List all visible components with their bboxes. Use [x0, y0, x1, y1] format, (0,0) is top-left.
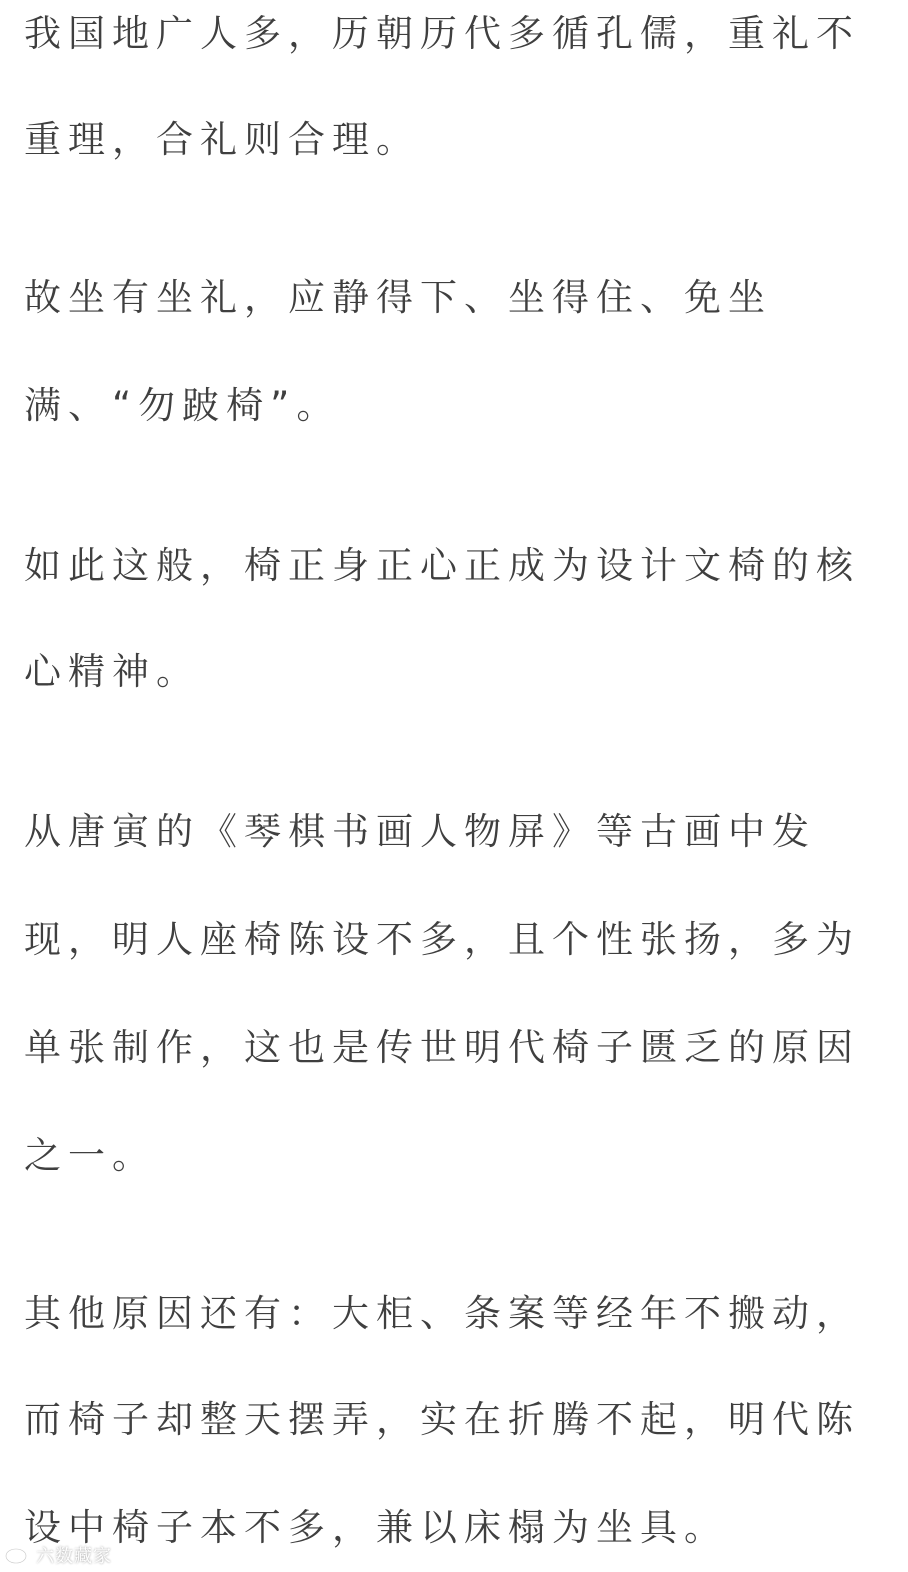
paragraph-4-line-1: 从唐寅的《琴棋书画人物屏》等古画中发: [24, 810, 816, 853]
watermark-text: 六数藏家: [36, 1546, 112, 1567]
paragraph-2-line-2: 满、“勿跛椅”。: [24, 384, 341, 427]
paragraph-4-line-3: 单张制作，这也是传世明代椅子匮乏的原因: [24, 1026, 860, 1069]
paragraph-1-line-1: 我国地广人多，历朝历代多循孔儒，重礼不: [24, 12, 860, 55]
paragraph-1-line-2: 重理，合礼则合理。: [24, 118, 420, 161]
paragraph-3-line-2: 心精神。: [24, 650, 200, 693]
paragraph-4-line-4: 之一。: [24, 1134, 156, 1177]
paragraph-5-line-3: 设中椅子本不多，兼以床榻为坐具。: [24, 1506, 728, 1549]
paragraph-3-line-1: 如此这般，椅正身正心正成为设计文椅的核: [24, 544, 860, 587]
paragraph-5-line-1: 其他原因还有：大柜、条案等经年不搬动，: [24, 1292, 860, 1335]
paragraph-5-line-2: 而椅子却整天摆弄，实在折腾不起，明代陈: [24, 1398, 860, 1441]
weibo-logo-icon: [4, 1541, 32, 1569]
paragraph-4-line-2: 现，明人座椅陈设不多，且个性张扬，多为: [24, 918, 860, 961]
watermark: [4, 1542, 112, 1568]
paragraph-2-line-1: 故坐有坐礼，应静得下、坐得住、免坐: [24, 276, 772, 319]
